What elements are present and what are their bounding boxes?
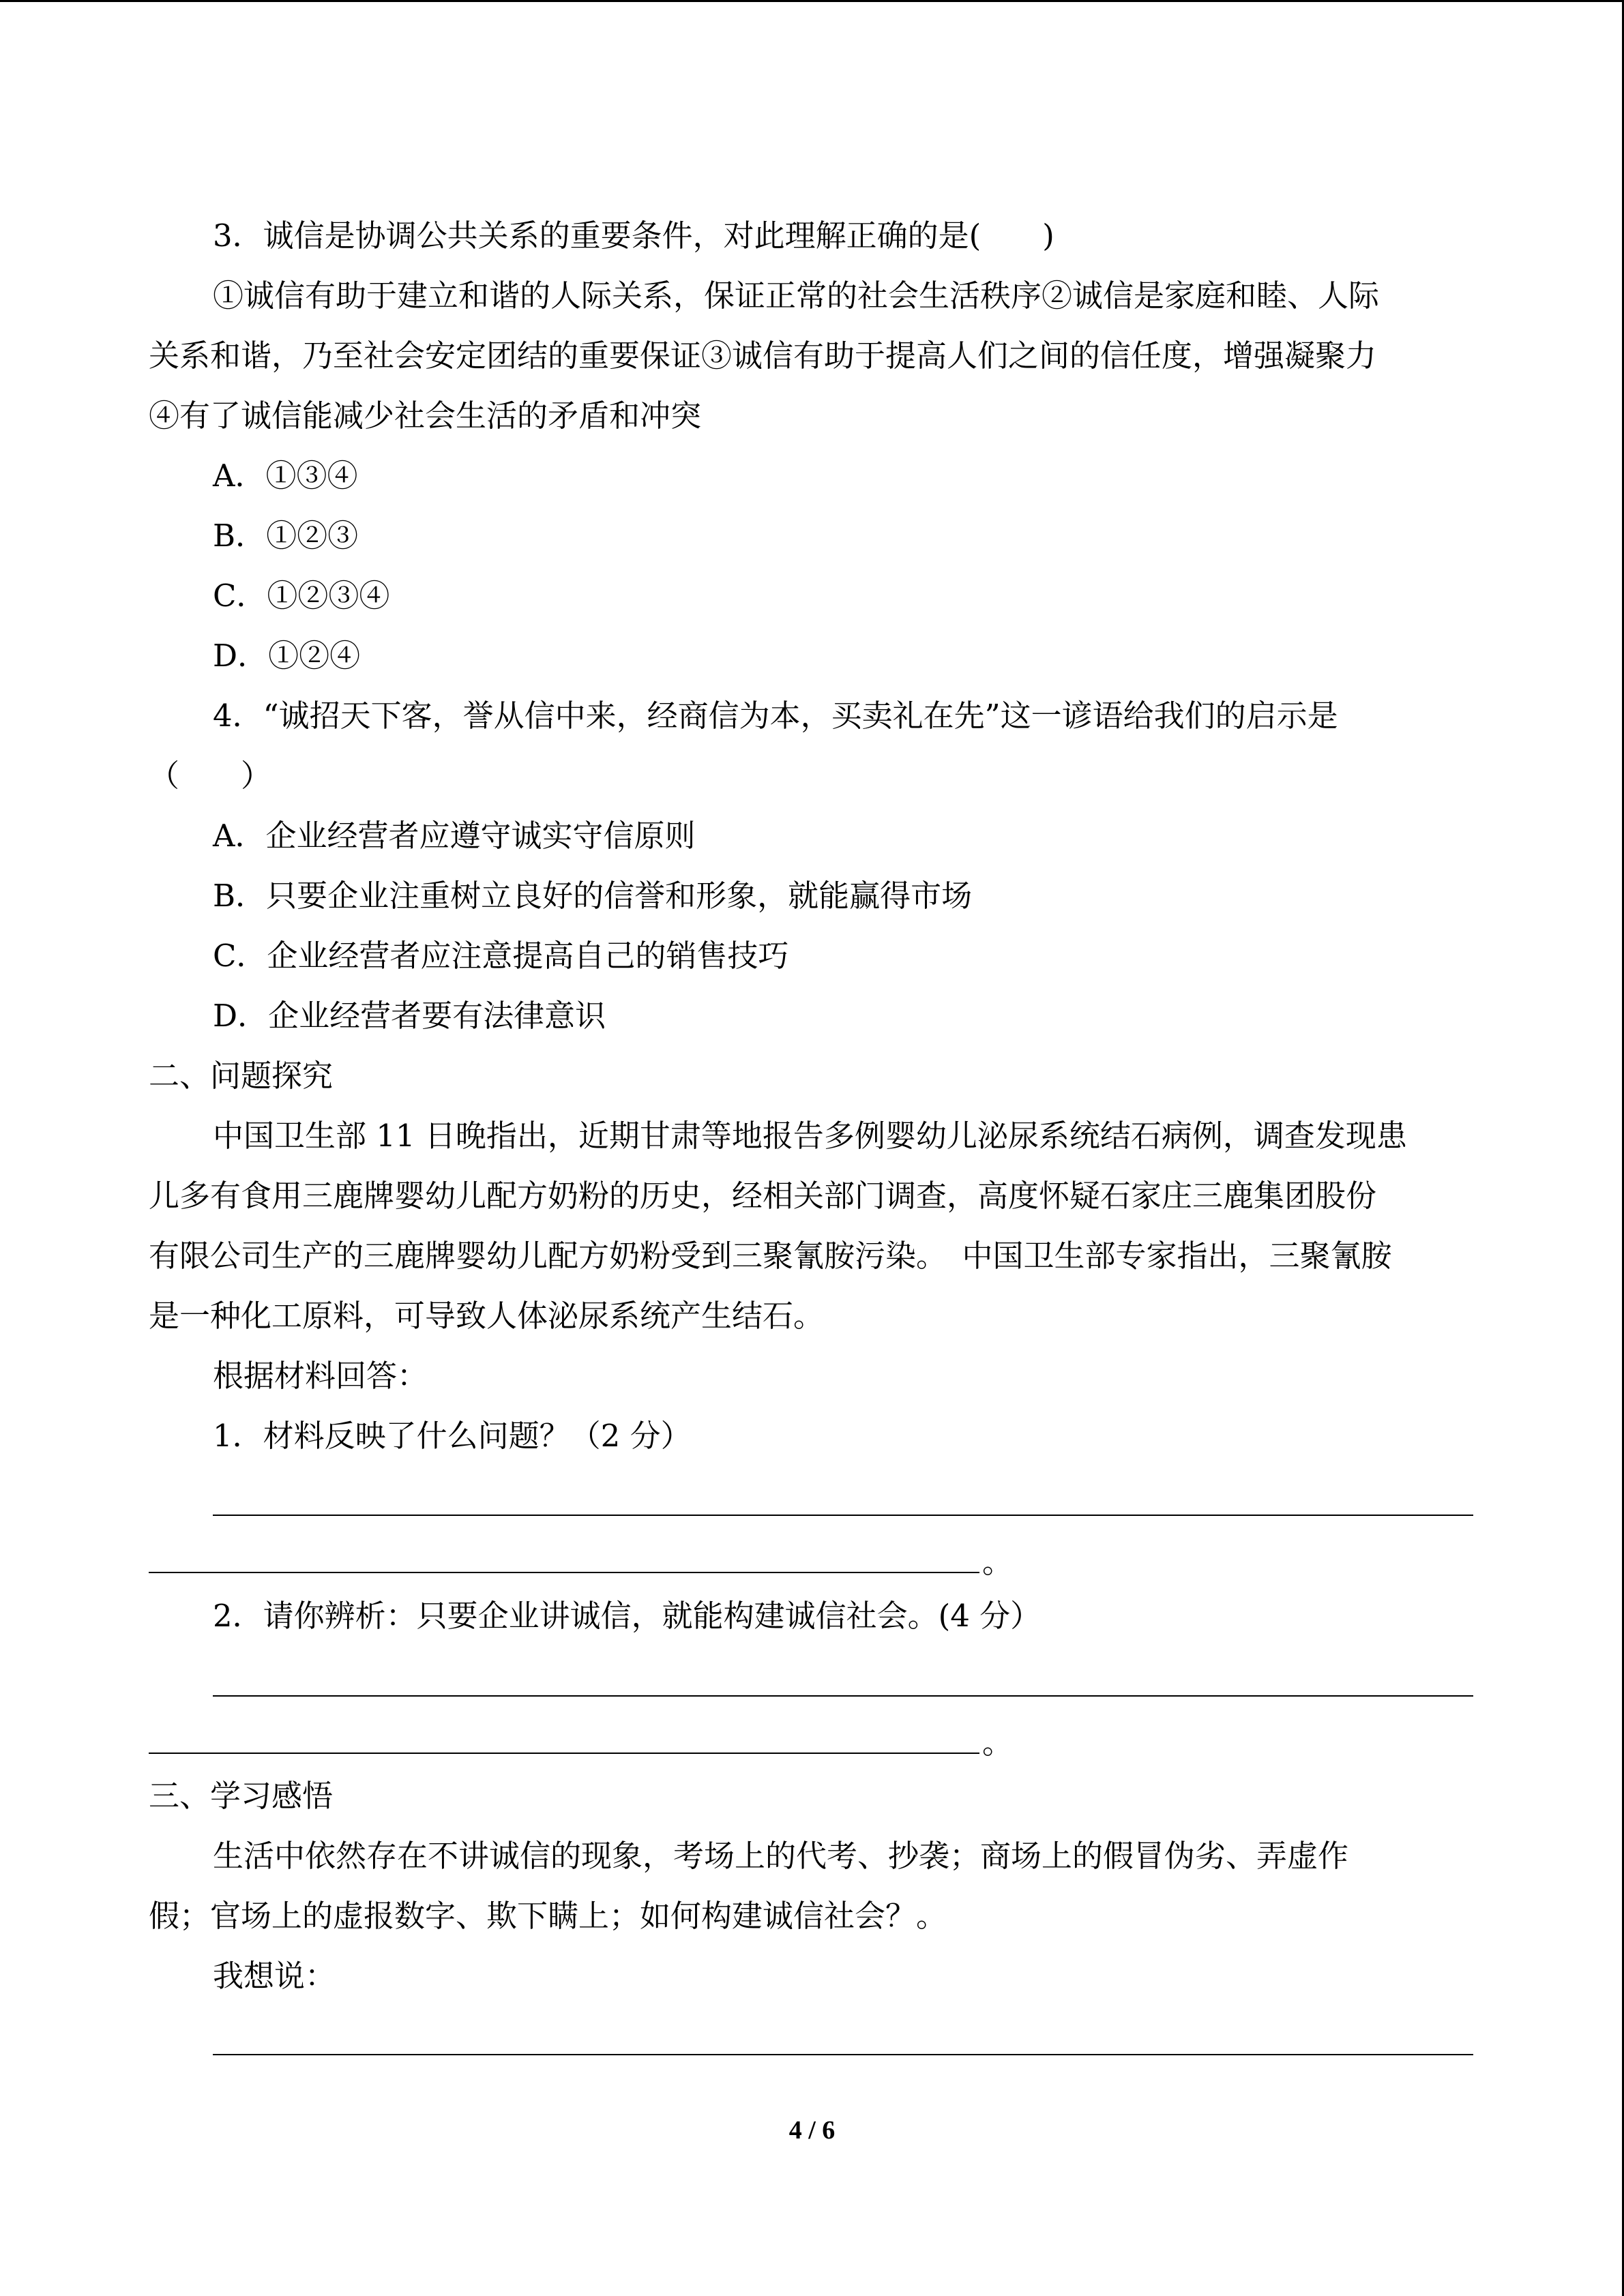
question-4-stem-line-1: 4．“诚招天下客，誉从信中来，经商信为本，买卖礼在先”这一谚语给我们的启示是 — [213, 698, 1338, 734]
answer-line-2b[interactable] — [149, 1753, 979, 1754]
question-4-stem-line-2: （ ） — [149, 758, 272, 794]
answer-line-2a[interactable] — [213, 1695, 1473, 1697]
section-2-material-line-2: 儿多有食用三鹿牌婴幼儿配方奶粉的历史，经相关部门调查，高度怀疑石家庄三鹿集团股份 — [149, 1178, 1377, 1214]
section-2-question-2: 2．请你辨析：只要企业讲诚信，就能构建诚信社会。(4 分） — [213, 1598, 1042, 1634]
answer-line-1a[interactable] — [213, 1515, 1473, 1516]
section-3-prompt: 我想说： — [213, 1958, 336, 1994]
answer-2-period: 。 — [982, 1725, 1014, 1761]
question-4-option-d: D．企业经营者要有法律意识 — [213, 998, 606, 1034]
question-4-option-c: C．企业经营者应注意提高自己的销售技巧 — [213, 938, 789, 974]
section-2-instruction: 根据材料回答： — [213, 1358, 428, 1394]
page-number: 4 / 6 — [788, 2116, 836, 2145]
question-4-option-a: A．企业经营者应遵守诚实守信原则 — [213, 818, 696, 854]
question-3-stem: 3．诚信是协调公共关系的重要条件，对此理解正确的是( ) — [213, 218, 1054, 254]
section-2-material-line-3: 有限公司生产的三鹿牌婴幼儿配方奶粉受到三聚氰胺污染。 中国卫生部专家指出，三聚氰胺 — [149, 1238, 1392, 1274]
section-2-question-1: 1．材料反映了什么问题？（2 分） — [213, 1418, 692, 1454]
section-3-material-line-2: 假；官场上的虚报数字、欺下瞒上；如何构建诚信社会？。 — [149, 1898, 947, 1934]
question-3-option-b: B．①②③ — [213, 518, 359, 554]
answer-1-period: 。 — [982, 1544, 1014, 1580]
section-3-material-line-1: 生活中依然存在不讲诚信的现象，考场上的代考、抄袭；商场上的假冒伪劣、弄虚作 — [213, 1838, 1349, 1874]
question-3-option-a: A．①③④ — [213, 458, 358, 494]
section-2-heading: 二、问题探究 — [149, 1058, 334, 1094]
question-4-option-b: B．只要企业注重树立良好的信誉和形象，就能赢得市场 — [213, 878, 973, 914]
question-3-option-d: D．①②④ — [213, 638, 361, 674]
question-3-option-c: C．①②③④ — [213, 578, 390, 614]
question-3-material-line-1: ①诚信有助于建立和谐的人际关系，保证正常的社会生活秩序②诚信是家庭和睦、人际 — [213, 278, 1380, 314]
question-3-material-line-2: 关系和谐，乃至社会安定团结的重要保证③诚信有助于提高人们之间的信任度，增强凝聚力 — [149, 338, 1377, 374]
question-3-material-line-3: ④有了诚信能减少社会生活的矛盾和冲突 — [149, 398, 702, 434]
section-2-material-line-4: 是一种化工原料，可导致人体泌尿系统产生结石。 — [149, 1298, 825, 1334]
section-3-heading: 三、学习感悟 — [149, 1778, 334, 1814]
top-border-line — [0, 0, 1624, 2]
answer-line-3[interactable] — [213, 2054, 1473, 2055]
answer-line-1b[interactable] — [149, 1572, 979, 1573]
section-2-material-line-1: 中国卫生部 11 日晚指出，近期甘肃等地报告多例婴幼儿泌尿系统结石病例，调查发现患 — [213, 1118, 1407, 1154]
